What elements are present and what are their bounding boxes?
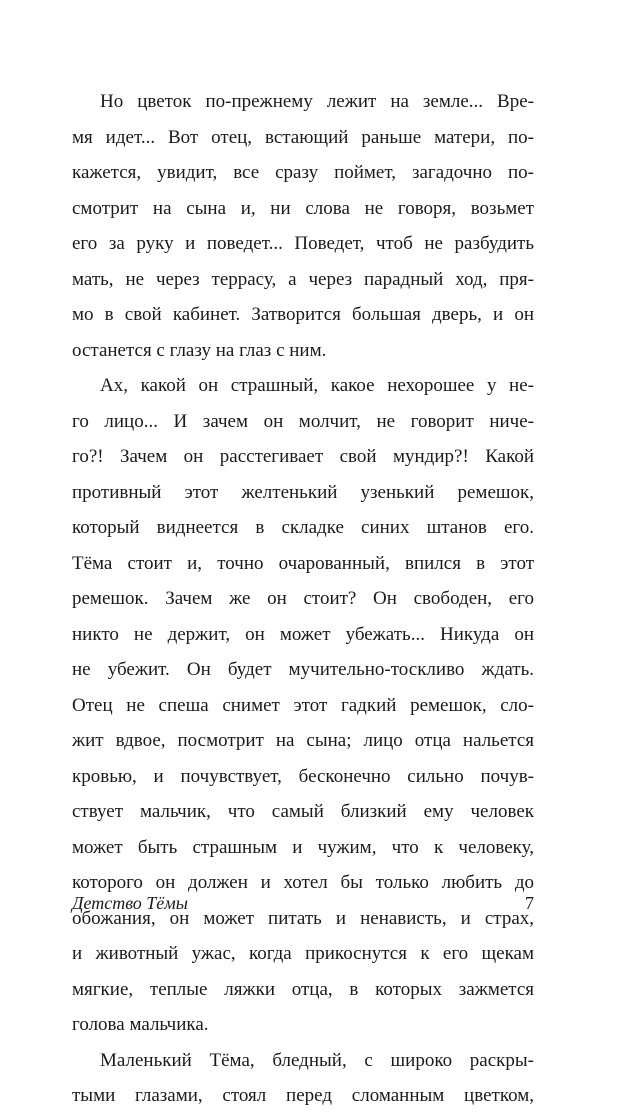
running-title: Детство Тёмы <box>72 893 188 913</box>
body-text <box>72 84 534 1114</box>
text-line: его за руку и поведет... Поведет, чтоб не разбудить <box>72 233 534 254</box>
text-line: го?! Зачем он расстегивает свой мундир?! Какой <box>72 446 534 467</box>
text-line: ствует мальчик, что самый близкий ему человек <box>72 801 534 822</box>
text-line: Маленький Тёма, бледный, с широко раскры- <box>100 1049 534 1071</box>
text-line: может быть страшным и чужим, что к человеку, <box>72 836 534 858</box>
text-line: мать, не через террасу, а через парадный ход, пря- <box>72 268 534 290</box>
text-line: которого он должен и хотел бы только любить до <box>72 872 534 893</box>
text-line: Ах, какой он страшный, какое нехорошее у не- <box>100 375 534 396</box>
text-line: Отец не спеша снимет этот гадкий ремешок, сло- <box>72 694 534 716</box>
text-line: кажется, увидит, все сразу поймет, загадочно по- <box>72 162 534 183</box>
text-line: мя идет... Вот отец, встающий раньше матери, по- <box>72 126 534 148</box>
text-line: Но цветок по-прежнему лежит на земле... Вре- <box>100 91 534 112</box>
text-line: обожания, он может питать и ненависть, и страх, <box>72 907 534 929</box>
text-line: голова мальчика. <box>72 1014 209 1035</box>
text-line: го лицо... И зачем он молчит, не говорит ниче- <box>72 410 534 432</box>
text-line: мягкие, теплые ляжки отца, в которых зажмется <box>72 978 534 1000</box>
text-line: смотрит на сына и, ни слова не говоря, возьмет <box>72 197 534 219</box>
text-line: противный этот желтенький узенький ремешок, <box>72 481 534 503</box>
text-line: останется с глазу на глаз с ним. <box>72 339 327 361</box>
text-line: и животный ужас, когда прикоснутся к его щекам <box>72 943 534 964</box>
text-line: мо в свой кабинет. Затворится большая дверь, и он <box>72 304 534 325</box>
text-line: кровью, и почувствует, бесконечно сильно почув- <box>72 765 534 787</box>
text-line: никто не держит, он может убежать... Никуда он <box>72 623 534 645</box>
text-line: ремешок. Зачем же он стоит? Он свободен, его <box>72 588 534 609</box>
text-line: жит вдвое, посмотрит на сына; лицо отца нальется <box>72 730 534 751</box>
page-number: 7 <box>525 893 534 913</box>
text-line: не убежит. Он будет мучительно-тоскливо ждать. <box>72 659 534 680</box>
text-line: тыми глазами, стоял перед сломанным цветком, <box>72 1085 534 1106</box>
text-line: Тёма стоит и, точно очарованный, впился в этот <box>72 552 534 574</box>
text-line: который виднеется в складке синих штанов его. <box>72 517 534 538</box>
